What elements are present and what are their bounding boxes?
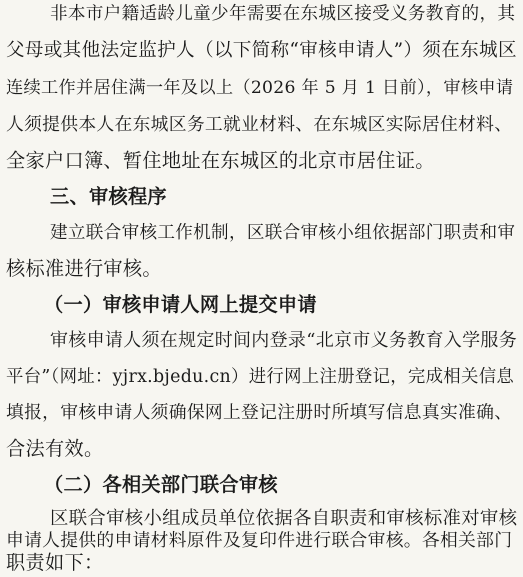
paragraph4-line-3: 职责如下： (6, 551, 104, 574)
paragraph1-line-4: 人须提供本人在东城区务工就业材料、在东城区实际居住材料、 (6, 114, 513, 135)
subsection-heading-joint-review: （二）各相关部门联合审核 (44, 473, 278, 496)
subsection-heading-online-application: （一）审核申请人网上提交申请 (44, 293, 317, 316)
paragraph3-line-4: 合法有效。 (6, 437, 104, 460)
paragraph3-line-1: 审核申请人须在规定时间内登录“北京市义务教育入学服务 (50, 330, 517, 351)
paragraph2-line-1: 建立联合审核工作机制，区联合审核小组依据部门职责和审 (50, 223, 516, 243)
paragraph3-line-3: 填报，审核申请人须确保网上登记注册时所填写信息真实准确、 (6, 402, 513, 423)
paragraph4-line-2: 申请人提供的申请材料原件及复印件进行联合审核。各相关部门 (6, 530, 513, 551)
paragraph1-line-5: 全家户口簿、暂住地址在东城区的北京市居住证。 (6, 149, 435, 172)
paragraph4-line-1: 区联合审核小组成员单位依据各自职责和审核标准对审核 (50, 508, 518, 529)
paragraph3-line-2: 平台”（网址：yjrx.bjedu.cn）进行网上注册登记，完成相关信息 (6, 367, 515, 387)
paragraph2-line-2: 核标准进行审核。 (6, 257, 162, 280)
paragraph1-line-1: 非本市户籍适龄儿童少年需要在东城区接受义务教育的，其 (50, 4, 516, 24)
paragraph1-line-3: 连续工作并居住满一年及以上（2026 年 5 月 1 日前），审核申请 (6, 78, 514, 98)
section-heading-review-procedure: 三、审核程序 (50, 185, 167, 208)
paragraph1-line-2: 父母或其他法定监护人（以下简称“审核申请人”）须在东城区 (6, 40, 517, 61)
